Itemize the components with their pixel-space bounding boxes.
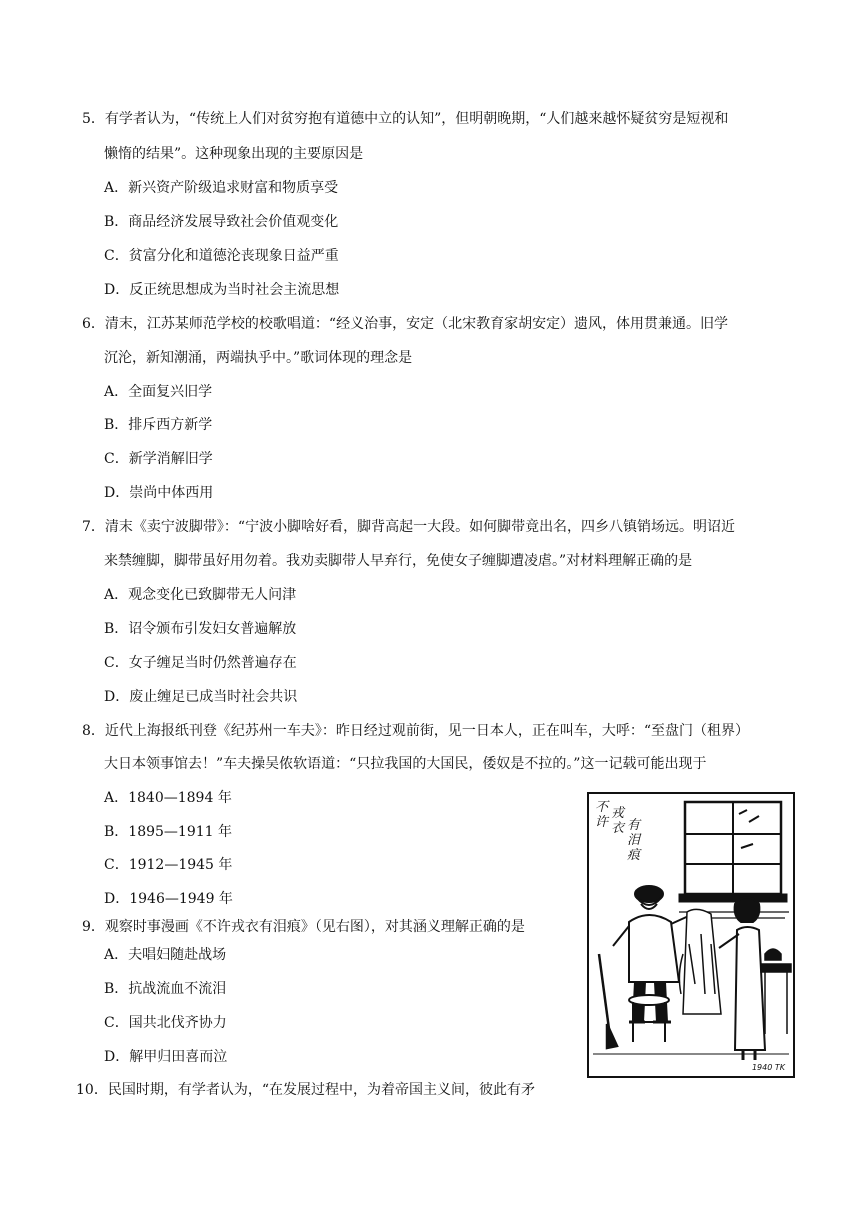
cartoon-title-char: 不 <box>595 800 609 815</box>
question-5-option-c: C．贫富分化和道德沦丧现象日益严重 <box>104 248 339 264</box>
question-9-option-d: D．解甲归田喜而泣 <box>104 1049 228 1065</box>
question-7-stem-line-1: 7．清末《卖宁波脚带》：“宁波小脚啥好看，脚背高起一大段。如何脚带竟出名，四乡八镇销场远。明诏近 <box>82 519 736 535</box>
question-7-option-c: C．女子缠足当时仍然普遍存在 <box>104 655 297 671</box>
question-8-option-c: C．1912—1945 年 <box>104 857 233 873</box>
question-5-option-b: B．商品经济发展导致社会价值观变化 <box>104 214 339 230</box>
woman-figure <box>719 897 765 1060</box>
question-7-option-b: B．诏令颁布引发妇女普遍解放 <box>104 621 297 637</box>
side-table-drawing <box>761 949 791 1034</box>
question-6-option-a: A．全面复兴旧学 <box>104 384 213 400</box>
cartoon-title-column-3 <box>627 818 647 863</box>
question-6-stem-line-2: 沉沦，新知潮涌，两端执乎中。”歌词体现的理念是 <box>104 350 413 366</box>
question-8-option-a: A．1840—1894 年 <box>104 790 232 806</box>
question-9-stem-line-1: 9．观察时事漫画《不许戎衣有泪痕》（见右图），对其涵义理解正确的是 <box>82 919 525 935</box>
cartoon-title-char: 泪 <box>627 833 641 848</box>
question-10-stem-line-1: 10．民国时期，有学者认为，“在发展过程中，为着帝国主义间，彼此有矛 <box>76 1082 535 1098</box>
question-8-stem-line-2: 大日本领事馆去！”车夫操吴侬软语道：“只拉我国的大国民，倭奴是不拉的。”这一记载可能出现于 <box>104 756 707 772</box>
question-6-stem-line-1: 6．清末，江苏某师范学校的校歌唱道：“经义治事，安定（北宋教育家胡安定）遗风，体用贯兼通。旧学 <box>82 316 729 332</box>
coat-drawing <box>679 909 721 1014</box>
rifle-drawing <box>599 954 617 1048</box>
question-9-option-c: C．国共北伐齐协力 <box>104 1015 227 1031</box>
window-drawing <box>679 802 787 902</box>
question-8-stem-line-1: 8．近代上海报纸刊登《纪苏州一车夫》：昨日经过观前街，见一日本人，正在叫车，大呼：“至盘门（租界） <box>82 723 750 739</box>
cartoon-title-char: 痕 <box>627 848 641 863</box>
cartoon-title-char: 戎 <box>611 806 625 821</box>
question-6-option-d: D．崇尚中体西用 <box>104 485 214 501</box>
cartoon-illustration <box>587 792 795 1078</box>
question-8-option-d: D．1946—1949 年 <box>104 891 233 907</box>
cartoon-title-char: 有 <box>627 818 641 833</box>
question-6-option-c: C．新学消解旧学 <box>104 451 213 467</box>
question-7-stem-line-2: 来禁缠脚，脚带虽好用勿着。我劝卖脚带人早弃行，免使女子缠脚遭凌虐。”对材料理解正确的是 <box>104 553 693 569</box>
question-9-option-a: A．夫唱妇随赴战场 <box>104 947 227 963</box>
question-9-option-b: B．抗战流血不流泪 <box>104 981 227 997</box>
question-5-option-d: D．反正统思想成为当时社会主流思想 <box>104 282 340 298</box>
cartoon-title-char: 衣 <box>611 821 625 836</box>
cartoon-signature: 1940 TK <box>751 1063 785 1072</box>
question-6-option-b: B．排斥西方新学 <box>104 417 213 433</box>
question-7-option-a: A．观念变化已致脚带无人问津 <box>104 587 297 603</box>
question-5-option-a: A．新兴资产阶级追求财富和物质享受 <box>104 180 339 196</box>
question-5-stem-line-1: 5．有学者认为，“传统上人们对贫穷抱有道德中立的认知”，但明朝晚期，“人们越来越怀疑贫穷是短视和 <box>82 111 729 127</box>
question-7-option-d: D．废止缠足已成当时社会共识 <box>104 689 298 705</box>
question-8-option-b: B．1895—1911 年 <box>104 824 232 840</box>
question-5-stem-line-2: 懒惰的结果”。这种现象出现的主要原因是 <box>104 146 364 162</box>
cartoon-title-char: 许 <box>595 815 609 830</box>
